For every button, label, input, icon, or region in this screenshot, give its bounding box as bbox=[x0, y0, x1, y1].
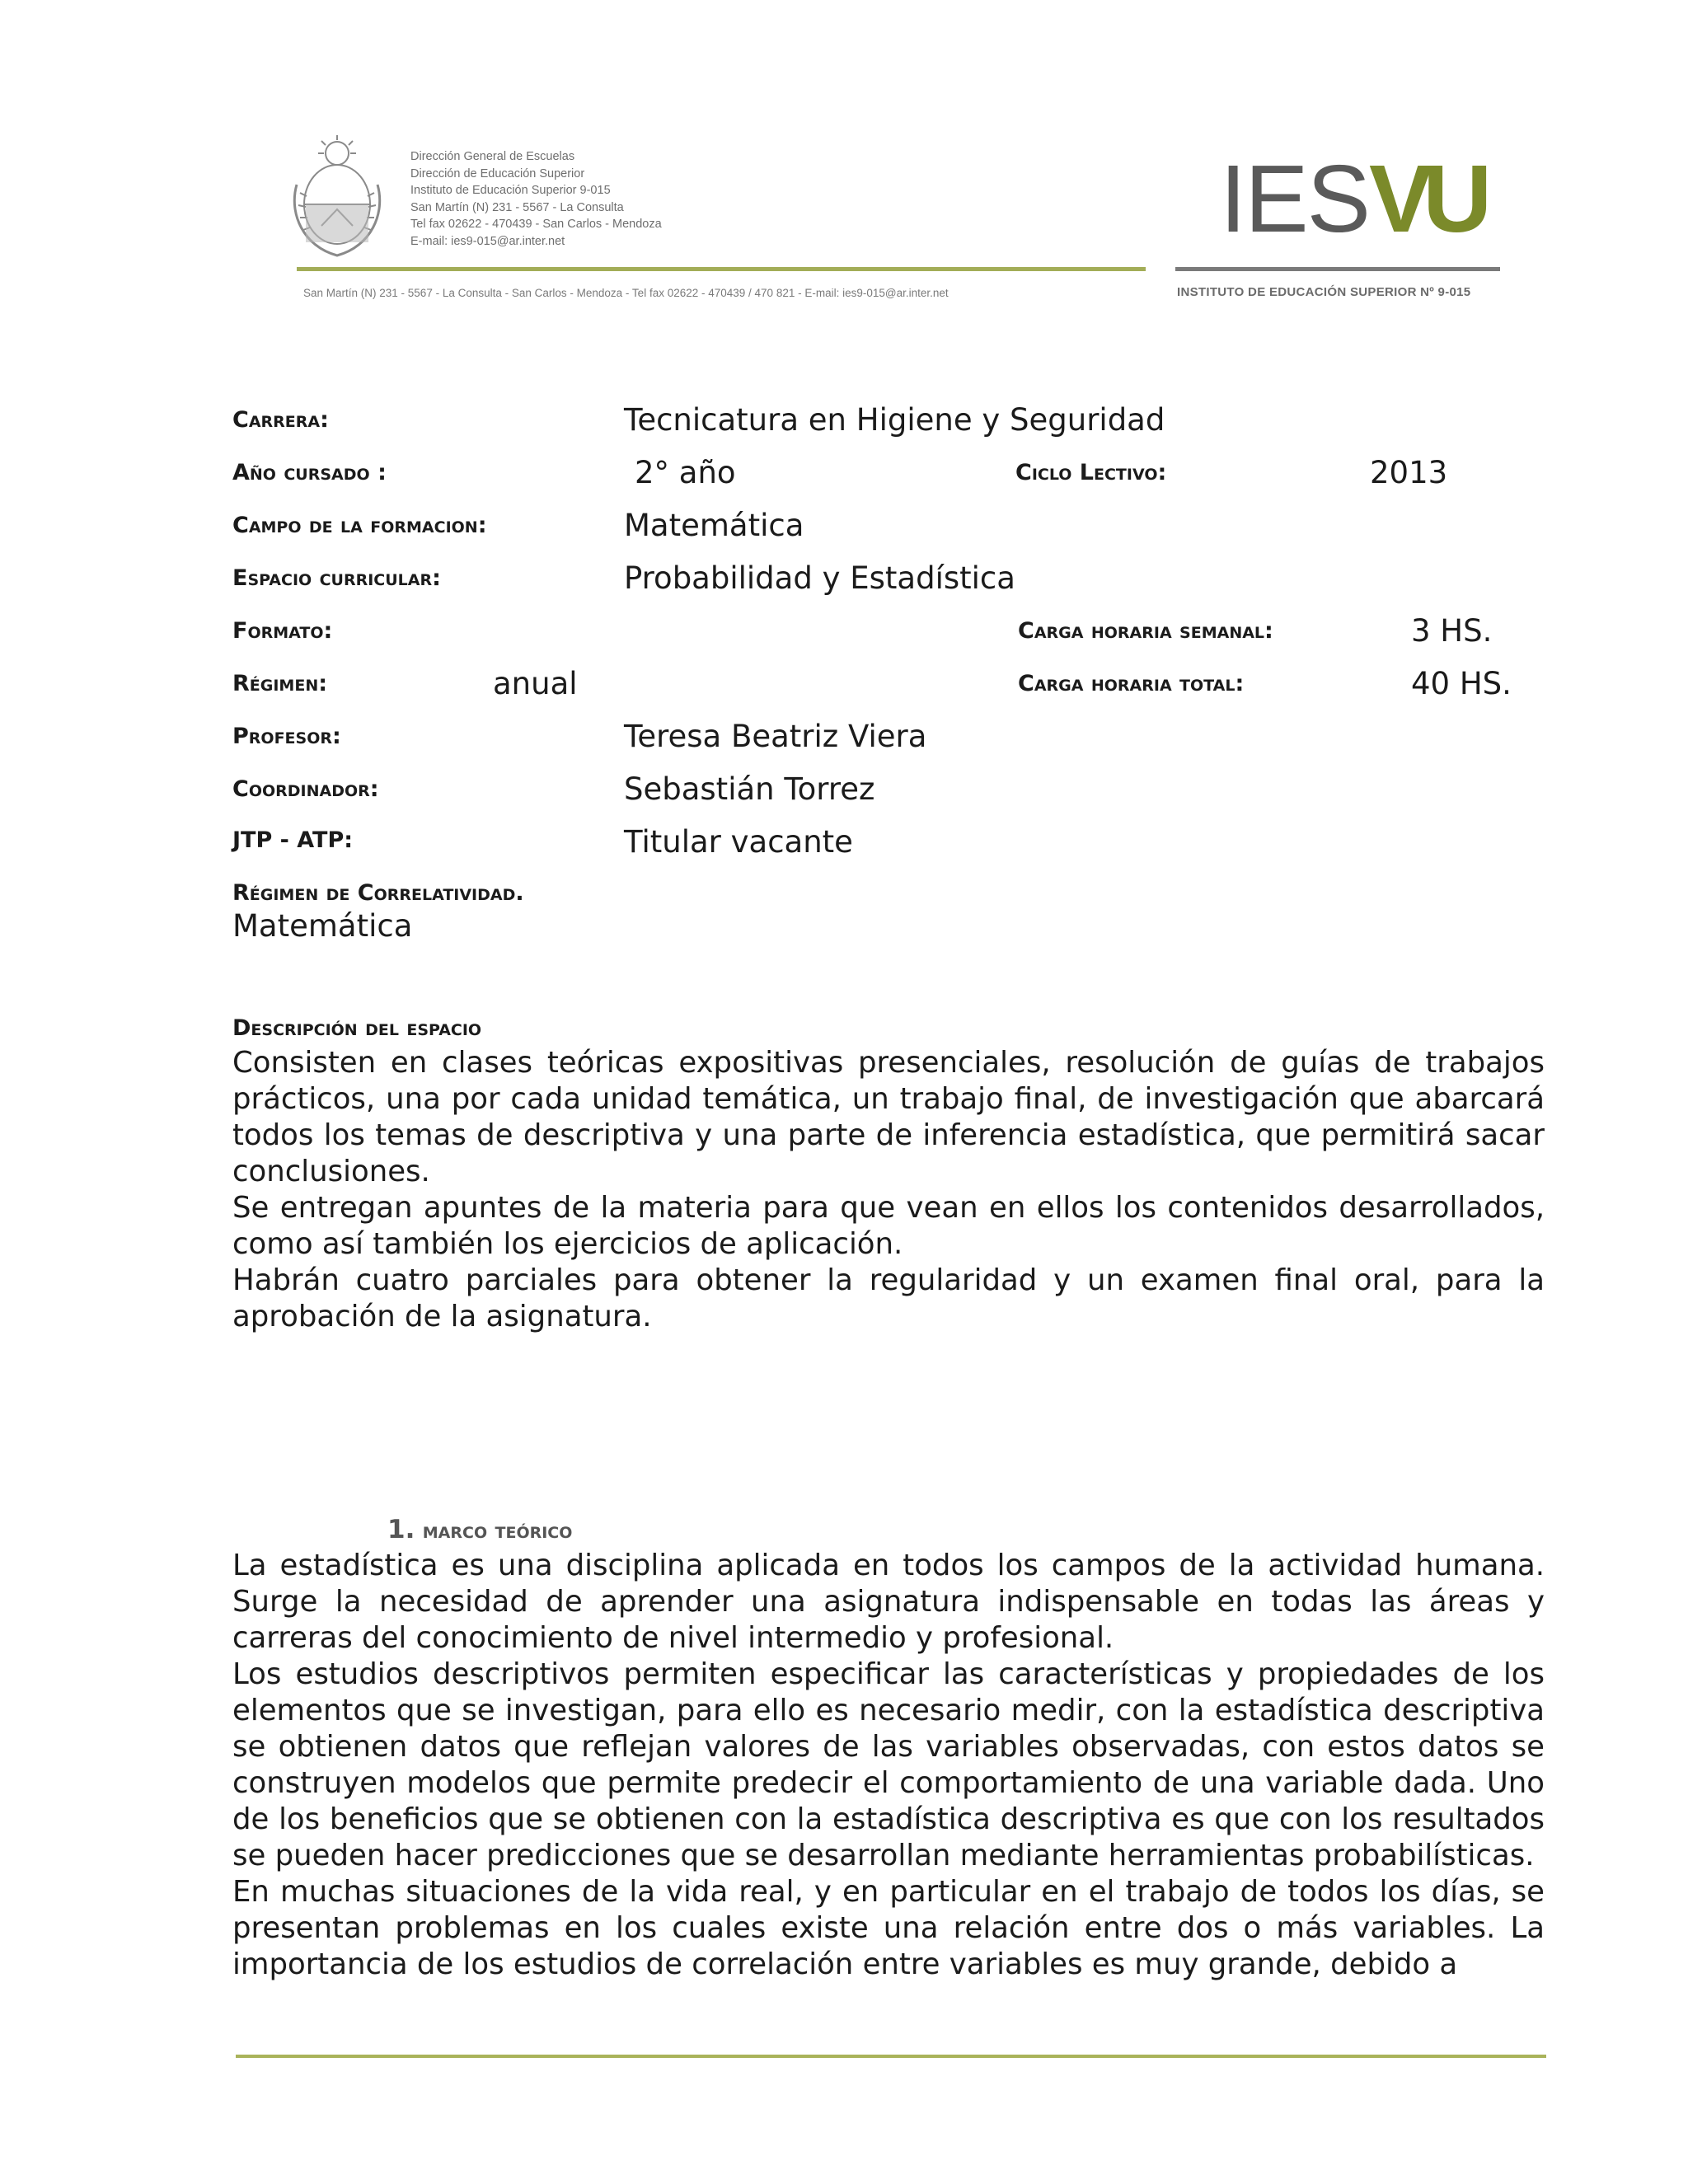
institution-line: Dirección de Educación Superior bbox=[410, 166, 585, 180]
carga-total-value: 40 HS. bbox=[1411, 666, 1512, 701]
regimen-label: Régimen: bbox=[232, 671, 328, 696]
institution-line: San Martín (N) 231 - 5567 - La Consulta bbox=[410, 200, 624, 214]
paragraph: En muchas situaciones de la vida real, y en particular en el trabajo de todos los días, se presentan problemas en los cuales existe una relación entre dos o más variables. La importancia de los estudios de correlación entre variables es muy grande, debido a bbox=[232, 1875, 1545, 1981]
section-number: 1. bbox=[387, 1515, 415, 1544]
institution-line: Instituto de Educación Superior 9-015 bbox=[410, 184, 611, 197]
profesor-value: Teresa Beatriz Viera bbox=[624, 719, 927, 754]
coat-of-arms-icon bbox=[288, 135, 386, 259]
institution-email: E-mail: ies9-015@ar.inter.net bbox=[410, 234, 565, 248]
campo-label: Campo de la formacion: bbox=[232, 513, 487, 538]
carga-semanal-label: Carga horaria semanal: bbox=[1018, 618, 1273, 644]
coordinador-label: Coordinador: bbox=[232, 776, 379, 802]
paragraph: Se entregan apuntes de la materia para que vean en ellos los contenidos desarrollados, como así también los ejercicios de aplicación. bbox=[232, 1191, 1545, 1261]
carrera-label: Carrera: bbox=[232, 407, 329, 433]
carrera-value: Tecnicatura en Higiene y Seguridad bbox=[624, 402, 1165, 438]
jtp-label: JTP - ATP: bbox=[232, 827, 354, 853]
espacio-label: Espacio curricular: bbox=[232, 565, 441, 591]
carga-total-label: Carga horaria total: bbox=[1018, 671, 1245, 696]
paragraph: La estadística es una disciplina aplicada en todos los campos de la actividad humana. Surge la necesidad de aprender una asignatura indispensable en todas las áreas y carreras del conocimiento de nivel intermedio y profesional. bbox=[232, 1549, 1545, 1655]
correlatividad-value: Matemática bbox=[232, 908, 413, 944]
anio-value: 2° año bbox=[635, 455, 736, 490]
ciclo-value: 2013 bbox=[1370, 455, 1448, 490]
descripcion-body bbox=[232, 1045, 1545, 1335]
paragraph: Consisten en clases teóricas expositivas presenciales, resolución de guías de trabajos prácticos, una por cada unidad temática, un trabajo final, de investigación que abarcará todos los temas de descriptiva y una parte de inferencia estadística, que permitirá sacar conclusiones. bbox=[232, 1046, 1545, 1188]
descripcion-title: Descripción del espacio bbox=[232, 1015, 482, 1041]
institution-line: Tel fax 02622 - 470439 - San Carlos - Mendoza bbox=[410, 218, 662, 231]
logo-rule bbox=[1175, 267, 1500, 271]
correlatividad-label: Régimen de Correlatividad. bbox=[232, 880, 524, 906]
jtp-value: Titular vacante bbox=[624, 824, 853, 860]
footer-rule bbox=[236, 2055, 1546, 2058]
espacio-value: Probabilidad y Estadística bbox=[624, 560, 1015, 596]
carga-semanal-value: 3 HS. bbox=[1411, 613, 1493, 649]
campo-value: Matemática bbox=[624, 508, 804, 543]
logo-vu-text: VU bbox=[1368, 145, 1483, 252]
formato-label: Formato: bbox=[232, 618, 333, 644]
institution-info bbox=[410, 148, 662, 250]
marco-title bbox=[387, 1515, 572, 1544]
profesor-label: Profesor: bbox=[232, 724, 341, 749]
ies-logo bbox=[1220, 145, 1483, 252]
institution-line: Dirección General de Escuelas bbox=[410, 150, 575, 163]
coordinador-value: Sebastián Torrez bbox=[624, 771, 875, 807]
marco-body bbox=[232, 1548, 1545, 1983]
anio-label: Año cursado : bbox=[232, 460, 387, 485]
header-address: San Martín (N) 231 - 5567 - La Consulta - San Carlos - Mendoza - Tel fax 02622 - 470439 / 470 821 - E-mail: ies9-015@ar.inter.net bbox=[303, 287, 949, 299]
logo-subtitle: INSTITUTO DE EDUCACIÓN SUPERIOR Nº 9-015 bbox=[1177, 285, 1471, 299]
logo-ies-text: IES bbox=[1220, 145, 1369, 252]
paragraph: Los estudios descriptivos permiten especificar las características y propiedades de los elementos que se investigan, para ello es necesario medir, con la estadística descriptiva se obtienen datos que reflejan valores de las variables observadas, con estos datos se construyen modelos que permite predecir el comportamiento de una variable dada. Uno de los beneficios que se obtienen con la estadística descriptiva es que con los resultados se pueden hacer predicciones que se desarrollan mediante herramientas probabilísticas. bbox=[232, 1657, 1545, 1872]
letterhead bbox=[288, 132, 1525, 321]
header-rule bbox=[297, 267, 1146, 271]
section-heading: marco teórico bbox=[422, 1518, 573, 1544]
paragraph: Habrán cuatro parciales para obtener la regularidad y un examen final oral, para la aprobación de la asignatura. bbox=[232, 1263, 1545, 1333]
regimen-value: anual bbox=[493, 666, 578, 701]
ciclo-label: Ciclo Lectivo: bbox=[1015, 460, 1167, 485]
